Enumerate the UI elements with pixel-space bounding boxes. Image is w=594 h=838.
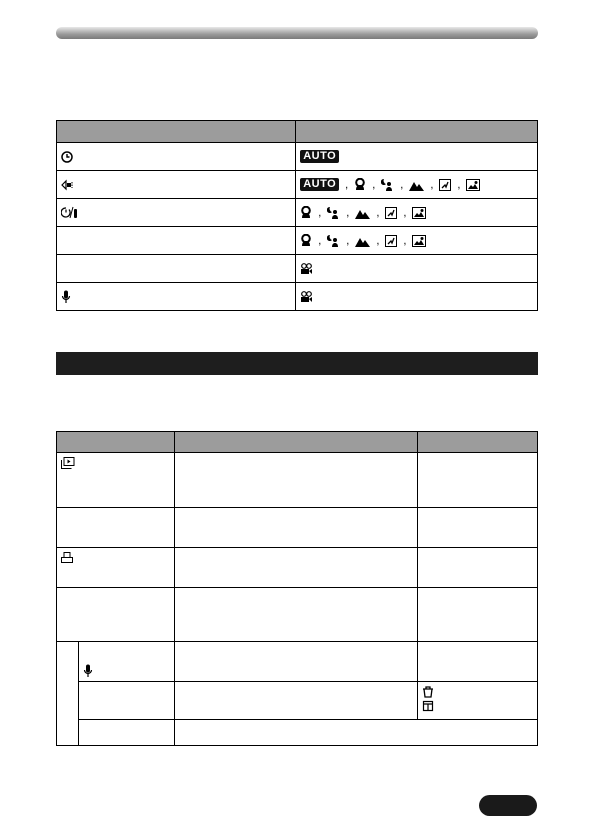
- header-bar: [56, 27, 538, 39]
- header-cell: [174, 432, 417, 453]
- section-heading-bar: [56, 352, 538, 375]
- landscape-portrait-icon: [412, 235, 426, 247]
- separator: ,: [400, 178, 404, 191]
- setting-cell: [418, 682, 538, 720]
- function-cell: [78, 682, 174, 720]
- table-row: [57, 227, 538, 255]
- description-cell: [174, 588, 417, 642]
- separator: ,: [346, 234, 350, 247]
- night-portrait-icon: [381, 178, 394, 191]
- separator: ,: [345, 178, 349, 191]
- trash-icon: [422, 700, 434, 712]
- function-cell: [57, 283, 296, 311]
- function-cell: [57, 227, 296, 255]
- landscape-portrait-icon: [466, 179, 480, 191]
- playback-icon: [61, 457, 75, 469]
- setting-cell: [418, 548, 538, 588]
- separator: ,: [376, 206, 380, 219]
- portrait-icon: [300, 206, 312, 219]
- table-header-row: [57, 121, 538, 143]
- separator: ,: [376, 234, 380, 247]
- landscape-icon: [355, 207, 370, 219]
- table-row: [57, 588, 538, 642]
- modes-cell: [296, 171, 538, 199]
- table-row: [57, 453, 538, 508]
- sports-icon: [385, 235, 397, 247]
- table-row: [57, 508, 538, 548]
- function-cell: [57, 171, 296, 199]
- separator: ,: [403, 234, 407, 247]
- header-cell: [57, 121, 296, 143]
- description-cell: [174, 720, 537, 746]
- separator: ,: [403, 206, 407, 219]
- table-row: [57, 548, 538, 588]
- separator: ,: [430, 178, 434, 191]
- separator: ,: [346, 206, 350, 219]
- description-cell: [174, 508, 417, 548]
- microphone-icon: [83, 664, 93, 678]
- portrait-icon: [354, 178, 366, 191]
- function-cell: [57, 143, 296, 171]
- header-cell: [418, 432, 538, 453]
- table-row: [57, 283, 538, 311]
- setting-cell: [418, 642, 538, 682]
- setting-cell: [418, 508, 538, 548]
- separator: ,: [372, 178, 376, 191]
- microphone-icon: [61, 290, 71, 304]
- group-cell: [57, 642, 79, 746]
- separator: ,: [318, 234, 322, 247]
- modes-cell: [296, 255, 538, 283]
- function-cell: [78, 720, 174, 746]
- table-row: [57, 642, 538, 682]
- header-cell: [296, 121, 538, 143]
- modes-cell: [296, 283, 538, 311]
- table-header-row: [57, 432, 538, 453]
- function-cell: [57, 508, 175, 548]
- auto-mode-icon: AUTO: [300, 178, 339, 191]
- header-cell: [57, 432, 175, 453]
- mode-availability-table: [56, 120, 538, 311]
- page-number-badge: [479, 795, 537, 816]
- table-row: [57, 720, 538, 746]
- movie-icon: [300, 263, 313, 275]
- table-row: [57, 143, 538, 171]
- description-cell: [174, 682, 417, 720]
- landscape-portrait-icon: [412, 207, 426, 219]
- print-icon: [61, 552, 73, 564]
- function-cell: [57, 453, 175, 508]
- description-cell: [174, 642, 417, 682]
- function-table: [56, 431, 538, 746]
- table-row: [57, 199, 538, 227]
- setting-cell: [418, 588, 538, 642]
- night-portrait-icon: [327, 234, 340, 247]
- recycle-icon: [422, 686, 434, 698]
- auto-mode-icon: AUTO: [300, 150, 339, 163]
- sports-icon: [439, 179, 451, 191]
- function-cell: [78, 642, 174, 682]
- function-cell: [57, 548, 175, 588]
- flash-mode-icon: [61, 179, 75, 191]
- description-cell: [174, 548, 417, 588]
- table-row: [57, 255, 538, 283]
- separator: ,: [318, 206, 322, 219]
- modes-cell: [296, 143, 538, 171]
- sports-icon: [385, 207, 397, 219]
- portrait-icon: [300, 234, 312, 247]
- movie-icon: [300, 291, 313, 303]
- description-cell: [174, 453, 417, 508]
- self-timer-remote-icon: [61, 206, 79, 219]
- table-row: [57, 171, 538, 199]
- clock-icon: [61, 151, 73, 163]
- setting-cell: [418, 453, 538, 508]
- landscape-icon: [355, 235, 370, 247]
- function-cell: [57, 199, 296, 227]
- function-cell: [57, 588, 175, 642]
- landscape-icon: [409, 179, 424, 191]
- table-row: [57, 682, 538, 720]
- function-cell: [57, 255, 296, 283]
- modes-cell: [296, 199, 538, 227]
- separator: ,: [457, 178, 461, 191]
- night-portrait-icon: [327, 206, 340, 219]
- modes-cell: [296, 227, 538, 255]
